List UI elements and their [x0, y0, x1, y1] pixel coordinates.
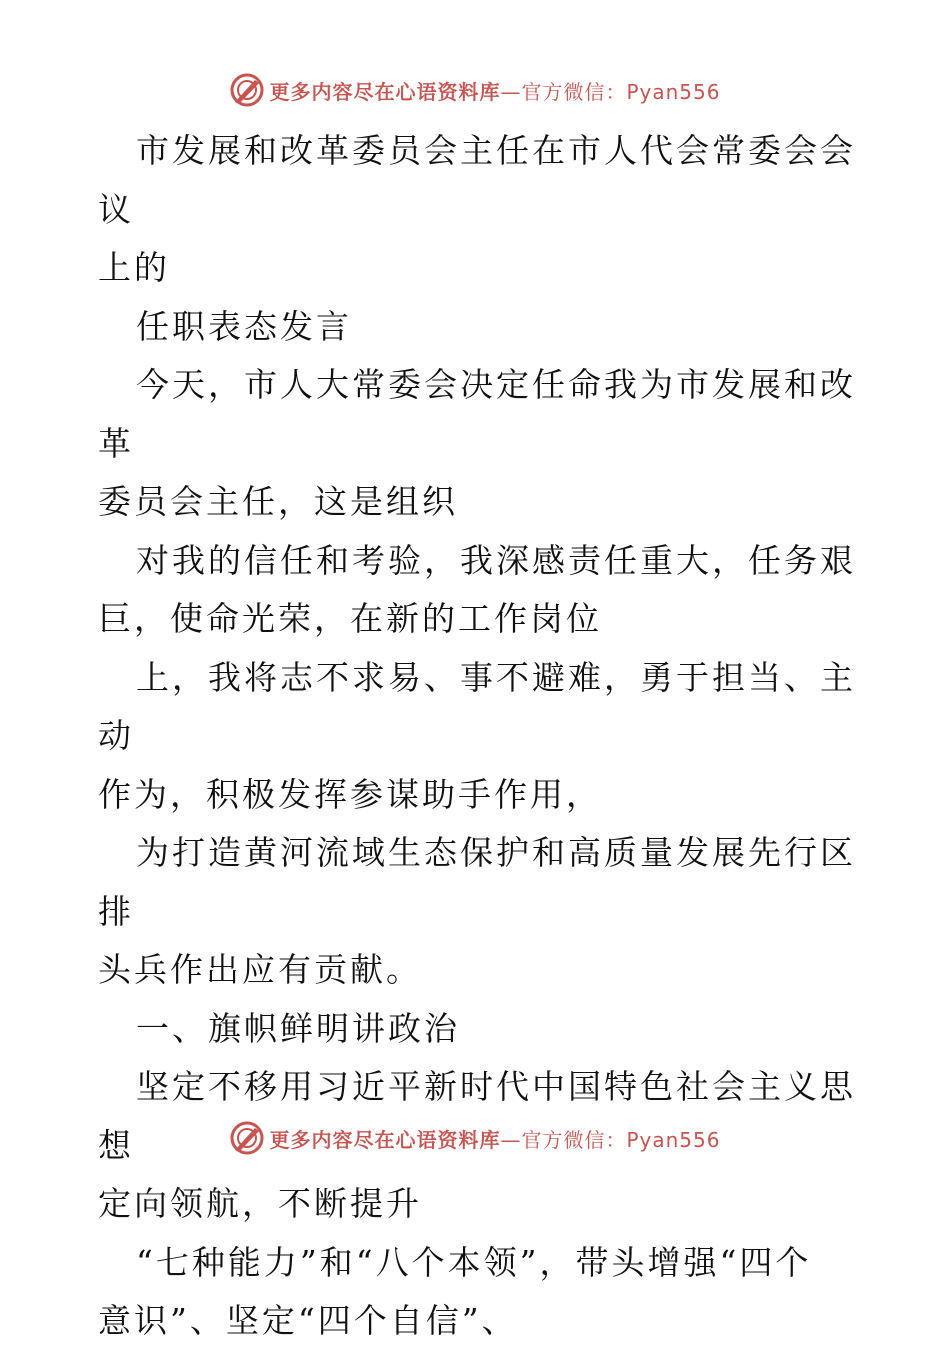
section-heading: 一、旗帜鲜明讲政治 [136, 1008, 460, 1048]
doc-line: 上的 [98, 248, 170, 287]
doc-line: 定向领航，不断提升 [98, 1184, 422, 1223]
doc-title: 任职表态发言 [136, 306, 352, 346]
header-banner-separator: — [500, 79, 522, 104]
header-banner [0, 70, 950, 110]
doc-line: “七种能力”和“八个本领”，带头增强“四个 [136, 1242, 812, 1282]
doc-line: 市发展和改革委员会主任在市人代会常委会会议 [98, 131, 856, 229]
doc-line: 对我的信任和考验，我深感责任重大，任务艰 [136, 540, 856, 580]
doc-line: 作为，积极发挥参谋助手作用， [98, 774, 602, 814]
footer-banner-main: 更多内容尽在心语资料库 [269, 1127, 501, 1152]
pen-logo-icon [229, 72, 265, 108]
doc-line: 坚定不移用习近平新时代中国特色社会主义思想 [98, 1067, 856, 1165]
doc-line: 头兵作出应有贡献。 [98, 950, 422, 989]
footer-banner-separator: — [500, 1127, 522, 1152]
doc-line: 今天，市人大常委会决定任命我为市发展和改革 [98, 365, 856, 463]
doc-line: 上，我将志不求易、事不避难，勇于担当、主动 [98, 657, 856, 755]
header-banner-main: 更多内容尽在心语资料库 [269, 79, 501, 104]
pen-logo-icon [229, 1120, 265, 1156]
header-banner-text [269, 76, 720, 105]
doc-line: 意识”、坚定“四个自信”、 [98, 1301, 518, 1340]
doc-line: 巨，使命光荣，在新的工作岗位 [98, 599, 602, 638]
doc-line: 为打造黄河流域生态保护和高质量发展先行区排 [98, 833, 856, 931]
footer-banner-wechat: 官方微信：Pyan556 [521, 1127, 721, 1152]
footer-banner [0, 1118, 950, 1158]
doc-line: 委员会主任，这是组织 [98, 482, 458, 521]
header-banner-wechat: 官方微信：Pyan556 [521, 79, 721, 104]
document-body [98, 122, 858, 1351]
footer-banner-text [269, 1124, 720, 1153]
